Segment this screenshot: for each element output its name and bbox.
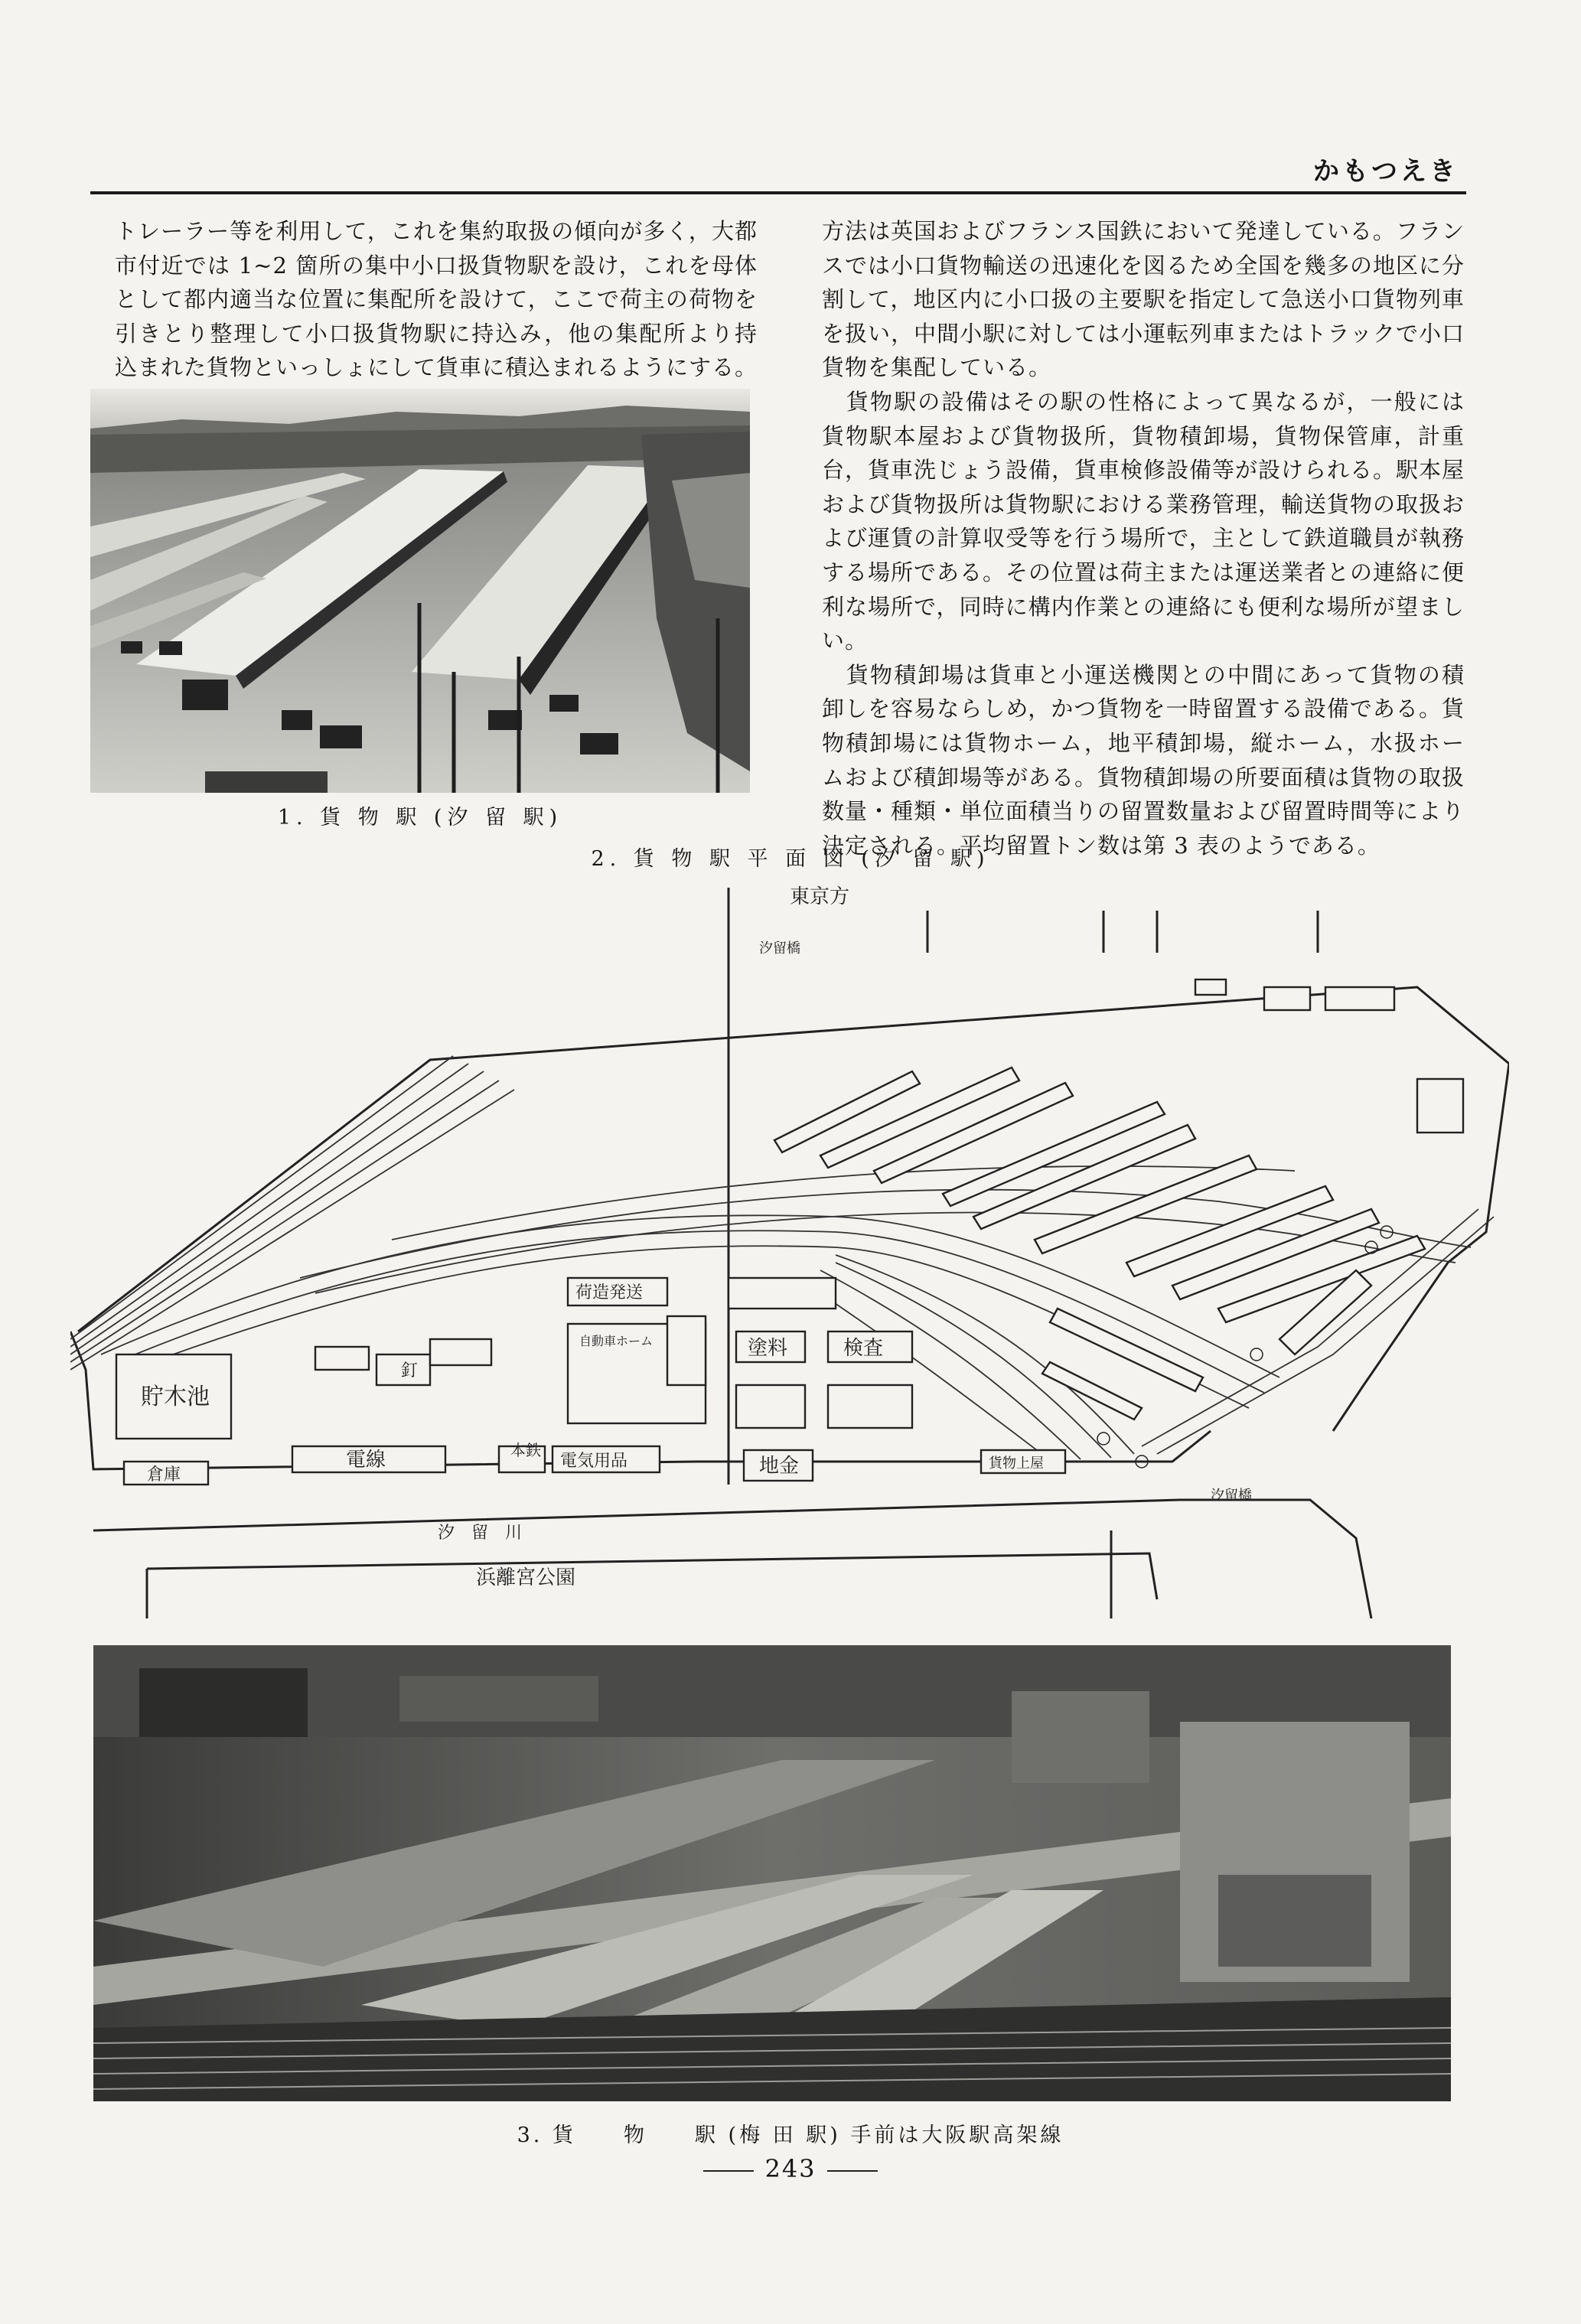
right-paragraph-3: 貨物積卸場は貨車と小運送機関との中間にあって貨物の積卸しを容易ならしめ，かつ貨物を一時留置する設備である。貨物積卸場には貨物ホーム，地平積卸場，縦ホーム，水扱ホームおよび積卸場等がある。貨物積卸場の所要面積は貨物の取扱数量・種類・単位面積当りの留置数量および留置時間等により決定される。平均留置トン数は第 3 表のようである。 xyxy=(822,661,1465,859)
plan-label-park: 浜離宮公園 xyxy=(476,1566,576,1589)
plan-label-dock: 本鉄 xyxy=(510,1441,541,1459)
plan-label-top: 東京方 xyxy=(790,885,850,908)
plan-label-lower-warehouse: 倉庫 xyxy=(147,1465,181,1485)
fig3-caption: 3. 貨 物 駅 (梅 田 駅) 手前は大阪駅高架線 xyxy=(517,2124,1064,2147)
page-number-dash-right xyxy=(827,2170,878,2172)
plan-label-right-stn: 貨物上屋 xyxy=(989,1455,1044,1472)
plan-label-wire: 電線 xyxy=(346,1449,386,1472)
right-paragraph-1: 方法は英国およびフランス国鉄において発達している。フランスでは小口貨物輸送の迅速化を図るため全国を幾多の地区に分割して，地区内に小口扱の主要駅を指定して急送小口貨物列車を扱い，中間小駅に対しては小運転列車またはトラックで小口貨物を集配している。 xyxy=(822,218,1465,381)
page-number-value: 243 xyxy=(764,2154,817,2183)
fig2-caption: 2. 貨 物 駅 平 面 図 (汐 留 駅) xyxy=(591,847,990,871)
header-rule xyxy=(90,191,1466,194)
plan-label-canal: 汐 留 川 xyxy=(438,1524,523,1543)
left-paragraph: トレーラー等を利用して，これを集約取扱の傾向が多く，大都市付近では 1~2 箇所の集中小口扱貨物駅を設け，これを母体として都内適当な位置に集配所を設けて，ここで荷主の荷物を引きとり整理して小口扱貨物駅に持込み，他の集配所より持込まれた貨物といっしょにして貨車に積込まれるようにする。 xyxy=(115,218,758,381)
plan-label-paint: 塗料 xyxy=(748,1337,788,1360)
photo-shiodome-freight-station xyxy=(90,389,750,793)
plan-label-storage: 地金 xyxy=(759,1455,800,1478)
running-head: かもつえき xyxy=(1313,156,1459,187)
plan-label-right-bridge: 汐留橋 xyxy=(1211,1488,1252,1504)
plan-label-nail: 釘 xyxy=(401,1361,419,1380)
page-number-dash-left xyxy=(703,2170,754,2172)
right-column xyxy=(822,214,1465,862)
station-plan-diagram xyxy=(70,880,1509,1618)
plan-label-top-bridge: 汐留橋 xyxy=(759,940,800,957)
right-paragraph-2: 貨物駅の設備はその駅の性格によって異なるが，一般には貨物駅本屋および貨物扱所，貨物積卸場，貨物保管庫，計重台，貨車洗じょう設備，貨車検修設備等が設けられる。駅本屋および貨物扱所は貨物駅における業務管理，輸送貨物の取扱および運賃の計算収受等を行う場所で，主として鉄道職員が執務する場所である。その位置は荷主または運送業者との連絡に便利な場所で，同時に構内作業との連絡にも便利な場所が望ましい。 xyxy=(822,388,1465,654)
plan-label-pond: 貯木池 xyxy=(141,1384,210,1410)
photo-umeda-freight-station xyxy=(93,1645,1451,2101)
plan-label-shipping: 荷造発送 xyxy=(575,1283,644,1302)
plan-label-inspection: 検査 xyxy=(843,1337,884,1360)
fig1-caption: 1. 貨 物 駅 (汐 留 駅) xyxy=(277,806,563,830)
plan-label-automotive-platform: 自動車ホーム xyxy=(579,1334,654,1348)
plan-label-electrical: 電気用品 xyxy=(560,1452,628,1471)
page-number xyxy=(0,2154,1581,2183)
